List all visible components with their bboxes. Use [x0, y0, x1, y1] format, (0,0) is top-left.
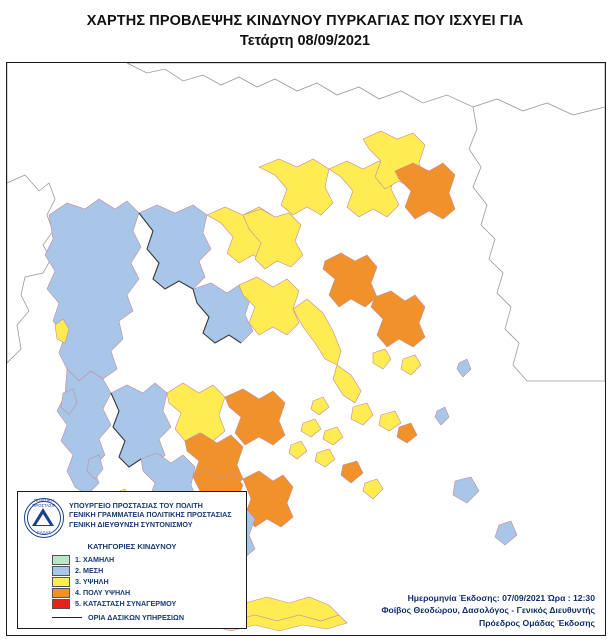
- issue-datetime: Ημερομηνία Έκδοσης: 07/09/2021 Ώρα : 12:30: [407, 592, 595, 603]
- legend-header: [18, 492, 246, 539]
- emblem-bottom-caption: ΕΛΛΑΣ: [37, 530, 51, 535]
- title-line-1: ΧΑΡΤΗΣ ΠΡΟΒΛΕΨΗΣ ΚΙΝΔΥΝΟΥ ΠΥΡΚΑΓΙΑΣ ΠΟΥ ΙΣΧΥΕΙ ΓΙΑ: [86, 13, 524, 29]
- swatch-low: [52, 555, 70, 565]
- legend-item-forest-boundary: [18, 613, 246, 622]
- legend-categories-title: ΚΑΤΗΓΟΡΙΕΣ ΚΙΝΔΥΝΟΥ: [87, 542, 177, 551]
- legend-item-alert: [52, 598, 246, 609]
- legend-label-very-high: 4. ΠΟΛΥ ΥΨΗΛΗ: [75, 588, 131, 597]
- forest-boundary-line-icon: [52, 617, 82, 618]
- title-line-2: Τετάρτη 08/09/2021: [239, 33, 371, 49]
- credits-block: [295, 592, 595, 630]
- legend-item-high: [52, 576, 246, 587]
- legend-item-very-high: [52, 587, 246, 598]
- swatch-medium: [52, 566, 70, 576]
- organisation-block: [66, 497, 232, 537]
- legend-label-low: 1. ΧΑΜΗΛΗ: [75, 555, 115, 564]
- author-role: Πρόεδρος Ομάδας Έκδοσης: [479, 617, 595, 628]
- organisation-line-3: ΓΕΝΙΚΗ ΔΙΕΥΘΥΝΣΗ ΣΥΝΤΟΝΙΣΜΟΥ: [69, 519, 193, 529]
- legend-label-medium: 2. ΜΕΣΗ: [75, 566, 104, 575]
- swatch-high: [52, 577, 70, 587]
- organisation-line-2: ΓΕΝΙΚΗ ΓΡΑΜΜΑΤΕΙΑ ΠΟΛΙΤΙΚΗΣ ΠΡΟΣΤΑΣΙΑΣ: [69, 510, 232, 520]
- page-title: [0, 0, 610, 62]
- legend-item-low: [52, 554, 246, 565]
- civil-protection-emblem-icon: [22, 497, 66, 537]
- organisation-line-1: ΥΠΟΥΡΓΕΙΟ ΠΡΟΣΤΑΣΙΑΣ ΤΟΥ ΠΟΛΙΤΗ: [69, 501, 203, 510]
- legend-label-high: 3. ΥΨΗΛΗ: [75, 577, 109, 586]
- legend-item-medium: [52, 565, 246, 576]
- swatch-very-high: [52, 588, 70, 598]
- legend-category-list: [18, 554, 246, 609]
- swatch-alert: [52, 599, 70, 609]
- legend-panel: [17, 491, 247, 629]
- fire-risk-map: [6, 62, 606, 636]
- legend-label-alert: 5. ΚΑΤΑΣΤΑΣΗ ΣΥΝΑΓΕΡΜΟΥ: [75, 599, 177, 608]
- legend-label-forest-boundary: ΟΡΙΑ ΔΑΣΙΚΩΝ ΥΠΗΡΕΣΙΩΝ: [88, 613, 185, 622]
- emblem-top-caption: ΠΟΛΙΤΙΚΗ ΠΡΟΣΤΑΣΙΑ: [32, 498, 56, 508]
- author-name: Φοίβος Θεοδώρου, Δασολόγος - Γενικός Διευθυντής: [381, 605, 595, 615]
